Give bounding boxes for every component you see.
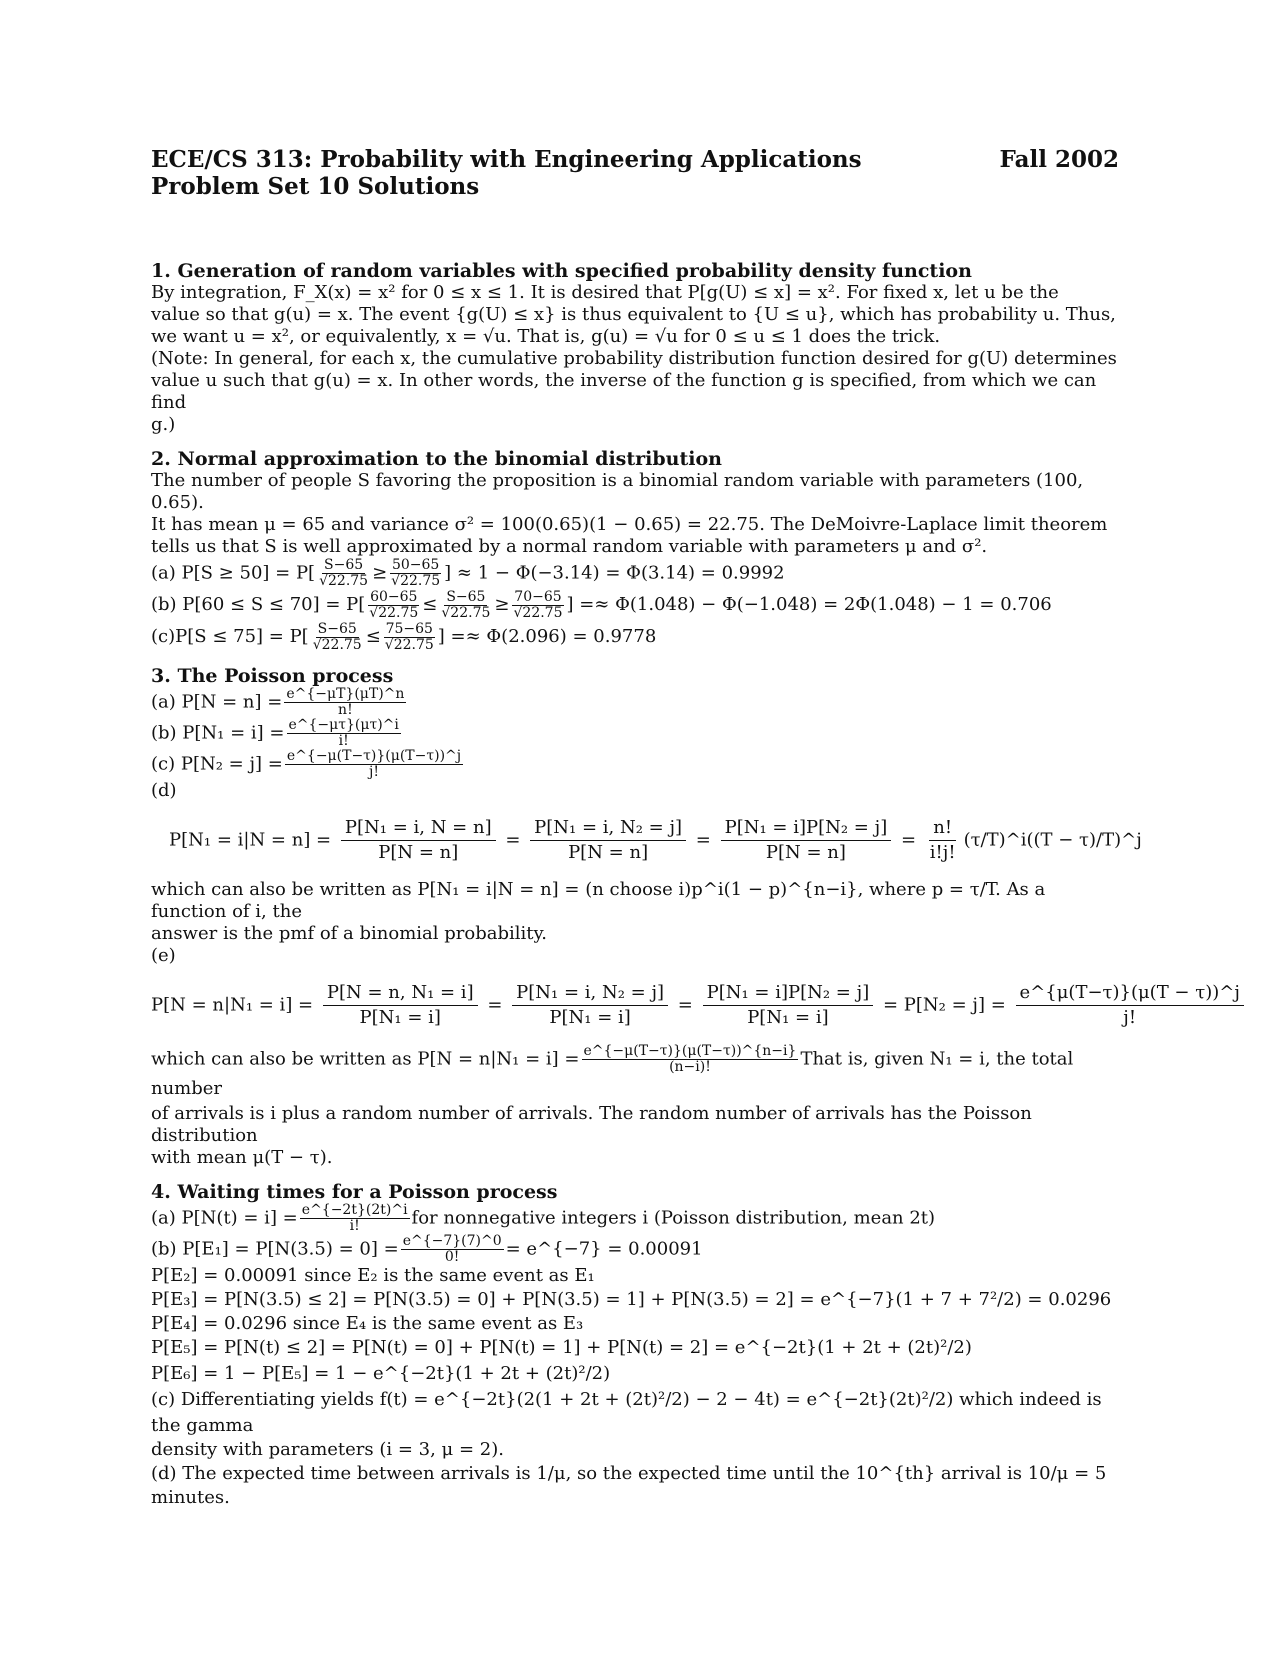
problem-4-line: density with parameters (i = 3, μ = 2). — [151, 1439, 504, 1460]
problem-3-part-e-label: (e) — [151, 945, 176, 966]
document-page — [151, 146, 1240, 1509]
problem-1-line: value so that g(u) = x. The event {g(U) ≤ x} is thus equivalent to {U ≤ u}, which has probability u. Thus, — [151, 304, 1116, 325]
problem-2-part-c: (c)P[S ≤ 75] = P[ $\frac{S-65}{√22.75}$ ≤ $\frac{75-65}{√22.75}$ ] =≈ Φ(2.096) = 0.9778 — [151, 620, 657, 653]
fraction: $\frac{60-65}{√22.75}$ — [369, 588, 419, 621]
problem-3-part-d-label: (d) — [151, 780, 177, 801]
problem-3-part-a: (a) P[N = n] = $\frac{e\^{}\{-\mu T\}(\mu T)\^{}n}{n!}$ — [151, 686, 405, 718]
problem-4-line: (c) Differentiating yields f(t) = e^{−2t}(2(1 + 2t + (2t)²/2) − 2 − 4t) = e^{−2t}(2t)²/2) which indeed is the gamma — [151, 1389, 1102, 1436]
problem-3-line: of arrivals is i plus a random number of arrivals. The random number of arrivals has the Poisson distribution — [151, 1103, 1032, 1146]
problem-1-line: value u such that g(u) = x. In other words, the inverse of the function g is specified, from which we can find — [151, 370, 1097, 413]
problem-4-line: P[E₂] = 0.00091 since E₂ is the same event as E₁ — [151, 1265, 595, 1286]
equation-e: P[N = n|N₁ = i] = $\frac{\text{P[N = n, N₁ = i]}}{\text{P[N₁ = i]}}$ = $\frac{\text{P[N₁ = i, N₂ = j]}}{\text{P[N₁ = i]}}$ = $\frac{\text{P[N₁ = i]P[N₂ = j]}}{\text{P[N₁ = i]}}$ = P[N₂ = j] = $\frac{e\^{}\{\mu(T-\tau)\}(\mu(T - \tau))\^{}j}{j!}$ — [151, 981, 1119, 1030]
fraction: $\frac{S-65}{√22.75}$ — [441, 588, 491, 621]
fraction: $\frac{e\^{}\{-\mu T\}(\mu T)\^{}n}{n!}$ — [286, 686, 405, 718]
fraction: $\frac{\text{P[N₁ = i]P[N₂ = j]}}{\text{P[N₁ = i]}}$ — [703, 981, 874, 1030]
fraction: $\frac{e\^{}\{\mu(T-\tau)\}(\mu(T - \tau))\^{}j}{j!}$ — [1016, 981, 1244, 1030]
problem-2 — [151, 448, 1119, 653]
problem-1-title: 1. Generation of random variables with specified probability density function — [151, 260, 972, 282]
problem-2-part-a: (a) P[S ≥ 50] = P[ $\frac{S-65}{√22.75}$ ≥ $\frac{50-65}{√22.75}$ ] ≈ 1 − Φ(−3.14) = Φ(3.14) = 0.9992 — [151, 557, 785, 589]
problem-2-title: 2. Normal approximation to the binomial distribution — [151, 448, 722, 470]
fraction: $\frac{e\^{}\{-2t\}(2t)\^{}i}{i!}$ — [301, 1202, 408, 1234]
fraction: $\frac{\text{P[N₁ = i, N = n]}}{P[N = n]}$ — [341, 816, 496, 865]
problem-3-line: answer is the pmf of a binomial probability. — [151, 923, 547, 944]
problem-4 — [151, 1181, 1119, 1509]
problem-4-title: 4. Waiting times for a Poisson process — [151, 1181, 558, 1203]
fraction: $\frac{\text{P[N₁ = i, N₂ = j]}}{P[N = n]}$ — [530, 816, 686, 865]
fraction: $\frac{n!}{i!j!}$ — [929, 817, 956, 863]
problem-1-line: By integration, F_X(x) = x² for 0 ≤ x ≤ 1. It is desired that P[g(U) ≤ x] = x². For fixed x, let u be the — [151, 282, 1059, 303]
fraction: $\frac{S-65}{√22.75}$ — [319, 557, 369, 589]
problem-3-title: 3. The Poisson process — [151, 665, 394, 687]
problem-3 — [151, 665, 1240, 1169]
problem-3-line: with mean μ(T − τ). — [151, 1147, 333, 1168]
problem-2-line: tells us that S is well approximated by a normal random variable with parameters μ and σ². — [151, 536, 988, 557]
fraction: $\frac{S-65}{√22.75}$ — [312, 620, 362, 653]
problem-2-line: The number of people S favoring the proposition is a binomial random variable with parameters (100, 0.65). — [151, 470, 1084, 513]
fraction: $\frac{e\^{}\{-\mu(T-\tau)\}(\mu(T-\tau))\^{}\{n-i\}}{(n-i)!}$ — [583, 1043, 797, 1075]
problem-3-line: which can also be written as P[N₁ = i|N = n] = (n choose i)p^i(1 − p)^{n−i}, where p = τ/T. As a function of i, the — [151, 879, 1046, 922]
problem-2-part-b: (b) P[60 ≤ S ≤ 70] = P[ $\frac{60-65}{√22.75}$ ≤ $\frac{S-65}{√22.75}$ ≥ $\frac{70-65}{√22.75}$ ] =≈ Φ(1.048) − Φ(−1.048) = 2Φ(1.048) − 1 = 0.706 — [151, 588, 1052, 621]
subtitle: Problem Set 10 Solutions — [151, 173, 480, 200]
fraction: $\frac{50-65}{√22.75}$ — [391, 557, 441, 589]
problem-1-line: we want u = x², or equivalently, x = √u. That is, g(u) = √u for 0 ≤ u ≤ 1 does the trick. — [151, 326, 941, 347]
course-title: ECE/CS 313: Probability with Engineering Applications — [151, 146, 862, 173]
problem-4-line: P[E₆] = 1 − P[E₅] = 1 − e^{−2t}(1 + 2t + (2t)²/2) — [151, 1363, 611, 1384]
problem-4-line: (d) The expected time between arrivals is 1/μ, so the expected time until the 10^{th} arrival is 10/μ = 5 — [151, 1463, 1107, 1484]
problem-1-line: g.) — [151, 414, 176, 435]
fraction: $\frac{e\^{}\{-7\}(7)\^{}0}{0!}$ — [402, 1233, 502, 1265]
header — [151, 146, 1119, 173]
problem-4-line: P[E₅] = P[N(t) ≤ 2] = P[N(t) = 0] + P[N(t) = 1] + P[N(t) = 2] = e^{−2t}(1 + 2t + (2t)²/2) — [151, 1337, 972, 1358]
problem-4-line: minutes. — [151, 1487, 230, 1508]
fraction: $\frac{\text{P[N₁ = i]P[N₂ = j]}}{P[N = n]}$ — [721, 816, 892, 865]
fraction: $\frac{e\^{}\{-\mu(T-\tau)\}(\mu(T-\tau))\^{}j}{j!}$ — [286, 748, 462, 780]
fraction: $\frac{\text{P[N = n, N₁ = i]}}{\text{P[N₁ = i]}}$ — [323, 981, 478, 1030]
problem-1 — [151, 260, 1119, 436]
problem-4-part-a: (a) P[N(t) = i] = $\frac{e\^{}\{-2t\}(2t)\^{}i}{i!}$ for nonnegative integers i (Poisson distribution, mean 2t) — [151, 1202, 936, 1234]
term: Fall 2002 — [999, 146, 1119, 173]
problem-4-line: P[E₄] = 0.0296 since E₄ is the same event as E₃ — [151, 1313, 584, 1334]
problem-3-part-c: (c) P[N₂ = j] = $\frac{e\^{}\{-\mu(T-\tau)\}(\mu(T-\tau))\^{}j}{j!}$ — [151, 748, 462, 780]
fraction: $\frac{\text{P[N₁ = i, N₂ = j]}}{\text{P[N₁ = i]}}$ — [512, 981, 668, 1030]
equation-d: P[N₁ = i|N = n] = $\frac{\text{P[N₁ = i, N = n]}}{P[N = n]}$ = $\frac{\text{P[N₁ = i, N₂ = j]}}{P[N = n]}$ = $\frac{\text{P[N₁ = i]P[N₂ = j]}}{P[N = n]}$ = $\frac{n!}{i!j!}$ (τ/T)^i((T − τ)/T)^j — [169, 817, 1142, 863]
problem-3-part-b: (b) P[N₁ = i] = $\frac{e\^{}\{-\mu\tau\}(\mu\tau)\^{}i}{i!}$ — [151, 717, 399, 749]
problem-3-line: which can also be written as P[N = n|N₁ = i] = $\frac{e\^{}\{-\mu(T-\tau)\}(\mu(T-\tau))\^{}\{n-i\}}{(n-i)!}$ That is, given N₁ = i, the total number — [151, 1043, 1074, 1099]
problem-4-line: P[E₃] = P[N(3.5) ≤ 2] = P[N(3.5) = 0] + P[N(3.5) = 1] + P[N(3.5) = 2] = e^{−7}(1 + 7 + 7²/2) = 0.0296 — [151, 1289, 1112, 1310]
problem-1-line: (Note: In general, for each x, the cumulative probability distribution function desired for g(U) determines — [151, 348, 1117, 369]
problem-4-part-b: (b) P[E₁] = P[N(3.5) = 0] = $\frac{e\^{}\{-7\}(7)\^{}0}{0!}$ = e^{−7} = 0.00091 — [151, 1233, 703, 1265]
fraction: $\frac{75-65}{√22.75}$ — [384, 620, 434, 653]
fraction: $\frac{e\^{}\{-\mu\tau\}(\mu\tau)\^{}i}{i!}$ — [288, 717, 399, 749]
problem-2-line: It has mean μ = 65 and variance σ² = 100(0.65)(1 − 0.65) = 22.75. The DeMoivre-Laplace limit theorem — [151, 514, 1108, 535]
fraction: $\frac{70-65}{√22.75}$ — [513, 588, 563, 621]
